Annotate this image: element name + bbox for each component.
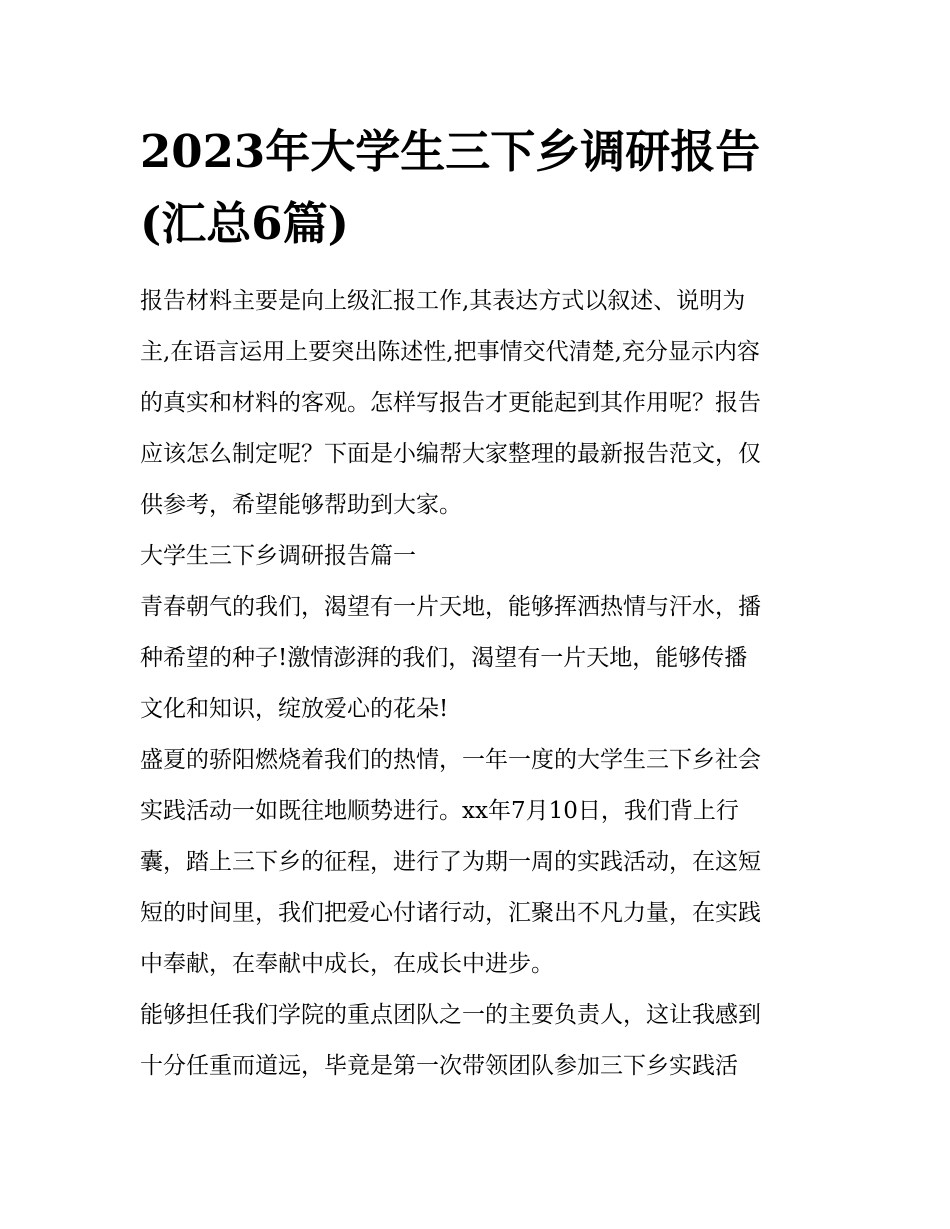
text-line: 报告材料主要是向上级汇报工作,其表达方式以叙述、说明为 [140,288,746,314]
text-line: 青春朝气的我们，渴望有一片天地，能够挥洒热情与汗水，播 [140,594,761,620]
document-title [140,116,820,260]
text-line: 实践活动一如既往地顺势进行。xx年7月10日，我们背上行 [140,798,739,824]
text-line: 文化和知识，绽放爱心的花朵! [140,696,449,722]
text-line: 主,在语言运用上要突出陈述性,把事情交代清楚,充分显示内容 [140,339,760,365]
intro-paragraph [140,276,820,531]
text-line: 的真实和材料的客观。怎样写报告才更能起到其作用呢？报告 [140,390,761,416]
section-heading [140,531,820,582]
document-body [140,276,820,1092]
text-line: 应该怎么制定呢？下面是小编帮大家整理的最新报告范文，仅 [140,441,761,467]
text-line: 盛夏的骄阳燃烧着我们的热情，一年一度的大学生三下乡社会 [140,747,761,773]
text-line: 十分任重而道远，毕竟是第一次带领团队参加三下乡实践活 [140,1053,738,1079]
text-line: 囊，踏上三下乡的征程，进行了为期一周的实践活动，在这短 [140,849,761,875]
title-line: (汇总6篇) [140,197,349,250]
text-line: 种希望的种子!激情澎湃的我们，渴望有一片天地，能够传播 [140,645,748,671]
text-line: 供参考，希望能够帮助到大家。 [140,492,462,518]
title-line: 2023年大学生三下乡调研报告 [140,125,761,178]
text-line: 中奉献，在奉献中成长，在成长中进步。 [140,951,554,977]
text-line: 短的时间里，我们把爱心付诸行动，汇聚出不凡力量，在实践 [140,900,761,926]
body-paragraph [140,735,820,990]
body-paragraph [140,990,820,1092]
text-line: 能够担任我们学院的重点团队之一的主要负责人，这让我感到 [140,1002,761,1028]
text-line: 大学生三下乡调研报告篇一 [140,543,416,569]
body-paragraph [140,582,820,735]
